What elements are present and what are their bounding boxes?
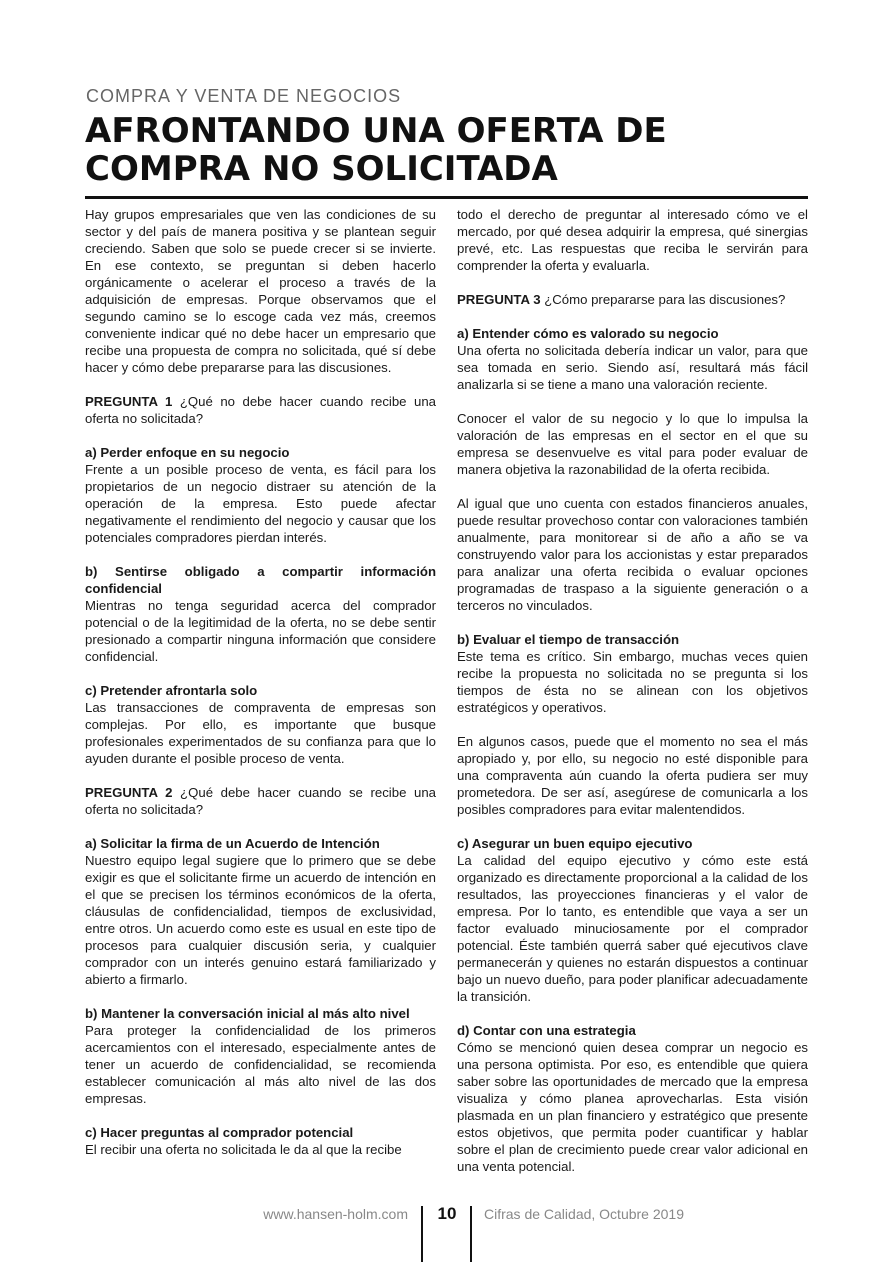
article-title: AFRONTANDO UNA OFERTA DE COMPRA NO SOLICITADA <box>85 111 667 189</box>
answer-3d-body: Cómo se mencionó quien desea comprar un negocio es una persona optimista. Por eso, es entendible que quiera saber sobre las oportunidades de mercado que la empresa visualiza y cómo planea aprovecharlas. Esta visión plasmada en un plan financiero y estratégico que presente estos objetivos, que permita poder cuantificar y hablar sobre el plan de crecimiento puede crear valor adicional en una venta potencial. <box>457 1040 808 1174</box>
right-column <box>457 206 808 1175</box>
answer-3b <box>457 631 808 716</box>
answer-3a-heading: a) Entender cómo es valorado su negocio <box>457 326 719 341</box>
answer-2b-body: Para proteger la confidencialidad de los primeros acercamientos con el interesado, especialmente antes de tener un acuerdo de confidencialidad, se recomienda establecer comunicación al más alto nivel de las dos empresas. <box>85 1023 436 1106</box>
answer-2a <box>85 835 436 988</box>
question-2-text: ¿Qué debe hacer cuando se recibe una oferta no solicitada? <box>85 785 436 817</box>
answer-1c-heading: c) Pretender afrontarla solo <box>85 683 258 698</box>
question-1-text: ¿Qué no debe hacer cuando recibe una oferta no solicitada? <box>85 394 437 426</box>
left-column <box>85 206 436 1158</box>
answer-3b-heading: b) Evaluar el tiempo de transacción <box>457 632 680 647</box>
answer-3c-body: La calidad del equipo ejecutivo y cómo este está organizado es directamente proporcional a la calidad de los resultados, las proyecciones financieras y el valor de empresa. Por lo tanto, es entendible que vaya a ser un factor evaluado minuciosamente por el comprador potencial. Éste también querrá saber qué ejecutivos clave permanecerán y quienes no estarán dispuestos a continuar bajo un nuevo dueño, para poder planificar adecuadamente la transición. <box>457 853 808 1004</box>
intro-paragraph: Hay grupos empresariales que ven las condiciones de su sector y del país de manera positiva y se plantean seguir creciendo. Saben que solo se puede crecer si se invierte. En ese contexto, se preguntan si deben hacerlo orgánicamente o acelerar el proceso a través de la adquisición de empresas. Porque observamos que el segundo camino se lo escoge cada vez más, creemos conveniente indicar qué no debe hacer un empresario que recibe una propuesta de compra no solicitada, qué sí debe hacer y cómo debe prepararse para las discusiones. <box>85 207 436 375</box>
question-1-label: PREGUNTA 1 <box>85 394 173 409</box>
answer-3b-body-2: En algunos casos, puede que el momento no sea el más apropiado y, por ello, su negocio no esté disponible para una compraventa aún cuando la oferta pudiera ser muy prometedora. De ser así, asegúrese de comunicarla a los posibles compradores para evitar malentendidos. <box>457 734 808 817</box>
answer-1c-body: Las transacciones de compraventa de empresas son complejas. Por ello, es importante que busque profesionales experimentados de su confianza para que lo ayuden durante el posible proceso de venta. <box>85 700 436 766</box>
answer-1b-heading: b) Sentirse obligado a compartir información confidencial <box>85 564 436 596</box>
page-number: 10 <box>437 1204 457 1223</box>
question-2 <box>85 784 436 818</box>
question-3 <box>457 291 808 308</box>
footer-divider-left <box>421 1206 423 1262</box>
footer-website: www.hansen-holm.com <box>263 1206 408 1222</box>
footer-divider-right <box>470 1206 472 1262</box>
question-2-label: PREGUNTA 2 <box>85 785 173 800</box>
section-kicker: COMPRA Y VENTA DE NEGOCIOS <box>86 86 402 106</box>
answer-2c-continued: todo el derecho de preguntar al interesado cómo ve el mercado, por qué desea adquirir la empresa, qué sinergias prevé, etc. Las respuestas que reciba le servirán para comprender la oferta y evaluarla. <box>457 207 808 273</box>
answer-1a-body: Frente a un posible proceso de venta, es fácil para los propietarios de un negocio distraer su atención de la operación de la empresa. Esto puede afectar negativamente el rendimiento del negocio y causar que los potenciales compradores pierdan interés. <box>85 462 436 545</box>
answer-3a-body-3: Al igual que uno cuenta con estados financieros anuales, puede resultar provechoso contar con valoraciones también anualmente, para monitorear si de año a año se va construyendo valor para los accionistas y estar preparados para analizar una oferta recibida o evaluar opciones programadas de traspaso a la siguiente generación o a terceros no vinculados. <box>457 496 808 613</box>
answer-3a <box>457 325 808 393</box>
answer-2a-body: Nuestro equipo legal sugiere que lo primero que se debe exigir es que el solicitante firme un acuerdo de intención en el que se precisen los términos económicos de la oferta, cláusulas de confidencialidad, tiempos de exclusividad, entre otros. Un acuerdo como este es usual en este tipo de procesos para cualquier discusión seria, y cualquier comprador con un interés genuino estará familiarizado y abierto a firmarlo. <box>85 853 436 987</box>
answer-1b <box>85 563 436 665</box>
answer-3d <box>457 1022 808 1175</box>
answer-3d-heading: d) Contar con una estrategia <box>457 1023 636 1038</box>
answer-2c-heading: c) Hacer preguntas al comprador potencial <box>85 1125 354 1140</box>
answer-2c-body: El recibir una oferta no solicitada le da al que la recibe <box>85 1142 402 1157</box>
footer-publication: Cifras de Calidad, Octubre 2019 <box>484 1206 684 1222</box>
answer-3b-body-1: Este tema es crítico. Sin embargo, muchas veces quien recibe la propuesta no solicitada no se pregunta si los tiempos de ésta no se alinean con los objetivos estratégicos y operativos. <box>457 649 808 715</box>
answer-3a-body-2: Conocer el valor de su negocio y lo que lo impulsa la valoración de las empresas en el sector en el que su empresa se desenvuelve es vital para poder evaluar de manera objetiva la razonabilidad de la oferta recibida. <box>457 411 808 477</box>
answer-2b <box>85 1005 436 1107</box>
answer-2c <box>85 1124 436 1158</box>
answer-2b-heading: b) Mantener la conversación inicial al más alto nivel <box>85 1006 410 1021</box>
answer-1b-body: Mientras no tenga seguridad acerca del comprador potencial o de la legitimidad de la oferta, no se debe sentir presionado a compartir ninguna información que considere confidencial. <box>85 598 436 664</box>
question-1 <box>85 393 436 427</box>
question-3-text: ¿Cómo prepararse para las discusiones? <box>540 292 786 307</box>
answer-1a-heading: a) Perder enfoque en su negocio <box>85 445 290 460</box>
answer-2a-heading: a) Solicitar la firma de un Acuerdo de Intención <box>85 836 380 851</box>
answer-3a-body-1: Una oferta no solicitada debería indicar un valor, para que sea tomada en serio. Siendo así, resultará más fácil analizarla si se tiene a mano una valoración reciente. <box>457 343 808 392</box>
title-rule <box>85 196 808 199</box>
question-3-label: PREGUNTA 3 <box>457 292 541 307</box>
answer-3c <box>457 835 808 1005</box>
answer-3c-heading: c) Asegurar un buen equipo ejecutivo <box>457 836 693 851</box>
answer-1a <box>85 444 436 546</box>
answer-1c <box>85 682 436 767</box>
